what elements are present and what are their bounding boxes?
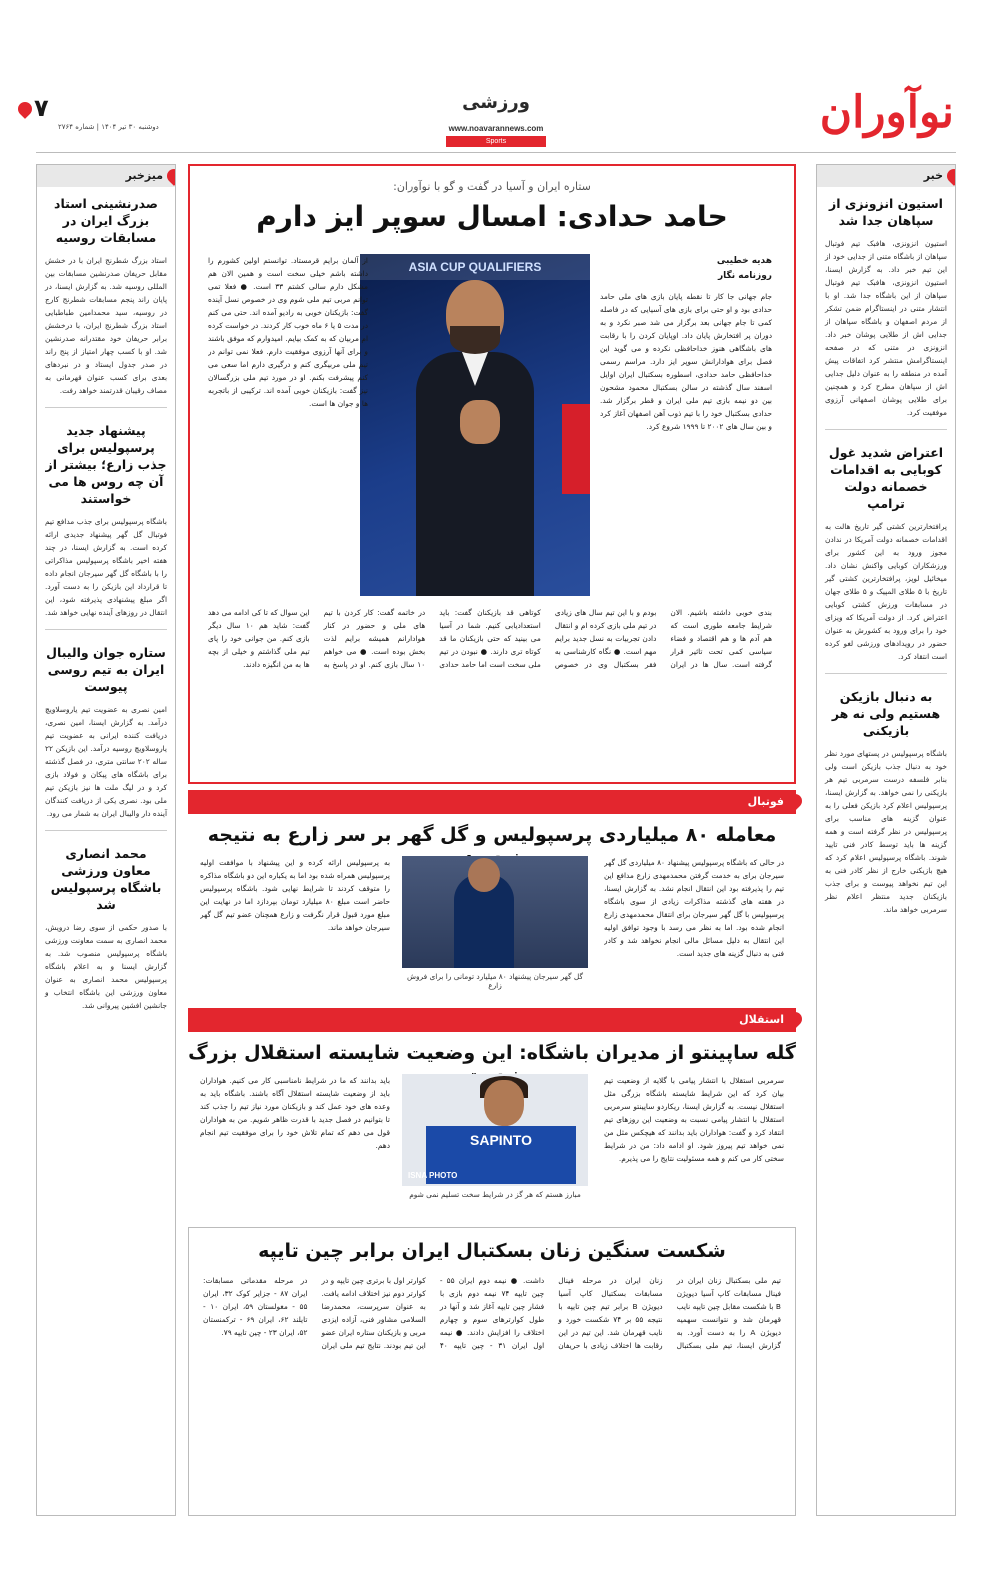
news-title[interactable]: صدرنشینی استاد بزرگ ایران در مسابقات روسیه	[54, 196, 158, 245]
football-headline[interactable]: معامله ۸۰ میلیاردی پرسپولیس و گل گهر بر سر زارع به نتیجه	[207, 824, 777, 846]
flag-shape	[562, 404, 590, 494]
photo-caption: مبارز هستم که هر گز در شرایط سخت تسلیم نمی شوم	[409, 1190, 581, 1199]
person-figure	[416, 280, 534, 596]
photo-caption: گل گهر سیرجان پیشنهاد ۸۰ میلیارد تومانی را برای فروش زارع	[406, 972, 584, 990]
divider	[45, 629, 167, 630]
feature-side-text: از آلمان برایم قرمستاد. توانستم اولین کشورم را داشته باشم خیلی سخت است و همین الان هم مشکل دارم سالی کشتم ۳۳ است. ● فعلا تمی توانم مربی تیم ملی شوم وی در خصوص نسل آینده گفت: بازیکنان خوبی به رادیو آمده اند. حتی می کنم در مدت ۵ یا ۶ ماه خوب کار کردند. در خواست کرده ام مربیان که به کمک بیایم. امیدوارم که موفق باشند و برای آنها آرزوی موفقیت دارم. فعلا نمی توانم در تیم ملی مربیگری کنم و درگیری دارم اما سعی می کنم پیشرفت بکنم. او در مورد تیم ملی بزرگسالان نیز گفت: بازیکنان خوبی آمده اند. ترکیبی از باتجربه ها و جوان ها است.	[208, 256, 368, 408]
esteghlal-section-header	[188, 1008, 796, 1032]
left-column-header-label: میزخبر	[125, 169, 163, 182]
sapinto-photo	[402, 1074, 588, 1186]
site-url[interactable]: www.noavarannews.com	[448, 124, 544, 133]
right-column-header	[817, 165, 955, 187]
news-title[interactable]: به دنبال بازیکن هستیم ولی نه هر بازیکنی	[831, 689, 941, 738]
news-title[interactable]: استیون انزونزی از سپاهان جدا شد	[829, 196, 943, 228]
masthead	[0, 0, 992, 160]
esteghlal-header-label: استقلال	[739, 1013, 784, 1026]
byline	[622, 254, 772, 284]
basketball-story	[188, 1227, 796, 1516]
zare-photo	[402, 856, 588, 968]
news-title[interactable]: اعتراض شدید غول کوبایی به اقدامات خصمانه دولت ترامپ	[828, 445, 944, 511]
esteghlal-headline[interactable]: گله ساپینتو از مدیران باشگاه: این وضعیت شایسته استقلال بزرگ	[188, 1042, 796, 1064]
news-item	[37, 636, 175, 824]
football-body-left: به پرسپولیس ارائه کرده و این پیشنهاد با موافقت اولیه پرسپولیس همراه شده بود اما به یکباره این دو باشگاه مذاکره را متوقف کردند تا شرایط نهایی شود. باشگاه پرسپولیس حاضر است مبلغ ۸۰ میلیارد تومان بپردازد اما در نهایت این مبلغ مورد قبول قرار نگرفت و زارع همچنان عضو تیم گل گهر سیرجان خواهد ماند.	[200, 858, 390, 932]
news-body: امین نصری به عضویت تیم یاروسلاویچ درآمد. به گزارش ایسنا، امین نصری، دریافت کننده ایرانی به عضویت تیم یاروسلاویچ روسیه درآمد. این بازیکن ۲۲ ساله ۲۰۲ سانتی متری، در فصل گذشته برای باشگاه های پیکان و فولاد بازی کرد و در لیگ ملت ها نیز بازیکن تیم ملی بود. نصری یکی از دریافت کنندگان آینده دار والیبال ایران به شمار می رود.	[45, 705, 167, 818]
player-head	[468, 858, 500, 892]
divider	[825, 673, 947, 674]
header-marker-icon	[785, 1009, 805, 1029]
hamed-haddadi-photo	[360, 254, 590, 596]
photo-agency-logo: ISNA PHOTO	[408, 1171, 458, 1180]
left-news-column	[36, 164, 176, 1516]
sports-tag: Sports	[446, 136, 546, 147]
news-body: پرافتخارترین کشتی گیر تاریخ هالت به اقدامات خصمانه دولت آمریکا در ندادن مجوز ورود به این کشور برای ورزشکاران کوبایی واکنش نشان داد. میخائیل لوپز، پرافتخارترین کشتی گیر تاریخ با ۵ طلای المپیک و ۵ طلای جهان در مسابقات ورزش کشتی کوبایی اعتراض کرد. از دولت آمریکا که ویزای خود را برای ورود به کشورش به عنوان حضور در رویدادهای ورزشی لغو کرده است انتقاد کرد.	[825, 522, 948, 661]
feature-headline[interactable]: حامد حدادی: امسال سوپر ایز دارم	[256, 200, 728, 233]
esteghlal-body-right: سرمربی استقلال با انتشار پیامی با گلایه از وضعیت تیم بیان کرد که این شرایط شایسته باشگاه بزرگی مثل استقلال نیست. به گزارش ایسنا، ریکاردو ساپینتو سرمربی استقلال با انتشار پیامی نسبت به وضعیت این روزهای تیم انتقاد کرد و گفت: هواداران باید بدانند که هیچکس مثل من نمی خواهد تیم پیروز شود. او ادامه داد: من در شرایط سختی کار می کنم و همه مسئولیت نتایج را می پذیرم.	[604, 1076, 784, 1163]
football-header-label: فوتبال	[747, 795, 784, 808]
person-head	[484, 1080, 524, 1126]
feature-body-text: بندی خوبی داشته باشیم. الان شرایط جامعه طوری است که هم آدم ها و هم اقتصاد و فضاء سیاسی کمی تحت تاثیر قرار گرفته است. سال ها در ایران بودم و با این تیم سال های زیادی در تیم ملی بازی کرده ام و انتقال دادن تجربیات به نسل جدید برایم مهم است. ● نگاه کارشناسی به فقر بسکتبال وی در خصوص کوتاهی قد بازیکنان گفت: باید استعدادیابی کنیم. شما در آسیا می بینید که حتی بازیکنان ما قد کوتاه تری دارند. ● نبودن در تیم ملی سخت است اما حامد حدادی در خاتمه گفت: کار کردن با تیم های ملی و حضور در کنار هوادارانم همیشه برایم لذت بخش بوده است. ● می خواهم ۱۰ سال بازی کنم. او در پاسخ به این سوال که تا کی ادامه می دهد گفت: شاید هم ۱۰ سال دیگر بازی کنم. من جوانی خود را پای تیم ملی گذاشتم و خیلی از بچه ها به من انگیزه دادند.	[208, 608, 772, 669]
divider	[45, 407, 167, 408]
news-item	[37, 187, 175, 401]
news-item	[37, 837, 175, 1016]
news-body: با صدور حکمی از سوی رضا درویش، محمد انصاری به سمت معاونت ورزشی باشگاه پرسپولیس منصوب شد. به گزارش ایسنا و به اعلام باشگاه پرسپولیس محمد انصاری به عنوان معاون ورزشی این باشگاه انتخاب و جانشین افشین پیروانی شد.	[45, 923, 167, 1010]
esteghlal-story	[188, 1008, 796, 1220]
jersey: SAPINTO	[426, 1126, 576, 1184]
news-body: استیون انزونزی، هافبک تیم فوتبال سپاهان از باشگاه متنی از جدایی خود از این تیم خبر داد. به گزارش ایسنا، استیون انزونزی، هافبک تیم فوتبال سپاهان از این باشگاه جدا شد. او با انتشار متنی در اینستاگرام ضمن تشکر از مردم اصفهان و باشگاه سپاهان از جدایی اش از طلایی پوشان خبر داد. انزونزی در متنی که در صفحه اینستاگرامش منتشر کرد اتفاقات پیش آمده در منطقه را به عنوان دلیل جدایی اش از سپاهان مطرح کرد و همچنین برای طلایی پوشان اصفهانی آرزوی موفقیت کرد.	[825, 239, 947, 417]
news-item	[817, 680, 955, 920]
news-title[interactable]: پیشنهاد جدید پرسپولیس برای جذب زارع؛ بیشتر از آن چه روس ها می خواستند	[45, 423, 167, 506]
football-body-right: در حالی که باشگاه پرسپولیس پیشنهاد ۸۰ میلیاردی گل گهر سیرجان برای به خدمت گرفتن محمدمهدی زارع مدافع این تیم را پذیرفته بود این انتقال انجام نشد. به گزارش ایسنا، در هفته های گذشته مذاکرات زیادی از سوی باشگاه پرسپولیس با گل گهر سیرجان برای انتقال محمدمهدی زارع انجام شده بود. اما به نظر می رسد با وجود توافق اولیه این انتقال به دلیل مسائل مالی انجام نخواهد شد و کادر فنی به دنبال گزینه های جدید است.	[604, 858, 784, 958]
esteghlal-body-left: باید بدانند که ما در شرایط نامناسبی کار می کنیم. هواداران باید از وضعیت شایسته استقلال آگاه باشند. باشگاه باید به وعده های خود عمل کند و بازیکنان مورد نیاز تیم را جذب کند تا بتوانیم در فصل جدید با قدرت ظاهر شویم. من به هواداران قول می دهم که تمام تلاش خود را برای موفقیت تیم انجام دهم.	[200, 1076, 390, 1150]
masthead-divider	[36, 152, 956, 153]
news-title[interactable]: محمد انصاری معاون ورزشی باشگاه پرسپولیس شد	[50, 846, 162, 912]
news-item	[817, 187, 955, 423]
news-item	[817, 436, 955, 667]
football-story	[188, 790, 796, 1000]
news-body: استاد بزرگ شطرنج ایران با در خشش مقابل حریفان صدرنشین مسابقات بین المللی روسیه شد. به گزارش ایسنا، در پایان راند پنجم مسابقات شطرنج کارج در روسیه، سید محمدامین طباطبایی استاد بزرگ شطرنج ایران، با درخشش برابر حریفان خود مقتدرانه صدرنشین شد. او با کسب چهار امتیاز از پنج راند در صدر جدول ایستاد و در نبردهای بعدی برای کسب عنوان قهرمانی به مصاف رقیبان قدرتمند خواهد رفت.	[45, 256, 167, 395]
divider	[825, 429, 947, 430]
photo-banner-text: ASIA CUP QUALIFIERS	[360, 254, 590, 280]
person-beard	[450, 326, 500, 354]
right-news-column	[816, 164, 956, 1516]
page-number: ۷	[34, 94, 49, 122]
section-title: ورزشی	[462, 92, 530, 113]
divider	[45, 830, 167, 831]
right-column-header-label: خبر	[923, 169, 943, 182]
football-section-header	[188, 790, 796, 814]
newspaper-logo[interactable]: نوآوران	[819, 87, 954, 138]
news-title[interactable]: ستاره جوان والیبال ایران به تیم روسی پیوست	[46, 645, 166, 694]
news-item	[37, 414, 175, 623]
news-body: باشگاه پرسپولیس برای جذب مدافع تیم فوتبال گل گهر پیشنهاد جدیدی ارائه کرده است. به گزارش ایسنا، در چند هفته اخیر باشگاه پرسپولیس مذاکراتی را با باشگاه گل گهر سیرجان انجام داده تا قرارداد این بازیکن را به دست آورد. اگر مبلغ پیشنهادی پذیرفته شود، این انتقال در روزهای آینده نهایی خواهد شد.	[45, 517, 167, 617]
byline-role: روزنامه نگار	[717, 271, 772, 281]
header-marker-icon	[164, 166, 176, 186]
header-marker-icon	[944, 166, 956, 186]
person-hand	[460, 400, 500, 444]
news-body: باشگاه پرسپولیس در پستهای مورد نظر خود به دنبال جذب بازیکن است ولی بنابر فلسفه درست سرمربی تیم هر بازیکنی را نمی خواهد. به گزارش ایسنا، پرسپولیس اعلام کرد بازیکن فعلی را به عنوان گزینه های مناسب برای پرسپولیس در نظر گرفته است و همه گزینه ها باید توسط کادر فنی تایید شوند. باشگاه پرسپولیس اعلام کرد که هیچ بازیکنی خارج از نظر کادر فنی به این تیم نخواهد پیوست و برای جذب بازیکنان جدید منتظر اعلام نظر سرمربی خواهد ماند.	[825, 749, 947, 914]
person-torso	[416, 352, 534, 596]
byline-name: هدیه خطیبی	[716, 256, 772, 266]
feature-lead-text: جام جهانی جا کار تا نقطه پایان بازی های ملی حامد حدادی بود و او حتی برای بازی های آسیایی که در فاصله کمی تا جام جهانی بعد برگزار می شد صبر نکرد و به دوران پر افتخارش پایان داد. اوپایان کردن را با رقابت های باشگاهی هنوز خداحافظی نکرده و می گوید این فصل برای هوادارانش سوپر ایز دارد. مراسم رسمی خداحافظی حامد حدادی، اسطوره بسکتبال ایران اوایل اسفند سال گذشته در سالن بسکتبال محمود مشحون بین دو نیمه بازی تیم ملی ایران و قطر برگزار شد. حدادی بسکتبال خود را با تیم ذوب آهن اصفهان آغاز کرد و بین سال های ۲۰۰۲ تا ۱۹۹۹ شروع کرد.	[600, 292, 772, 431]
header-marker-icon	[785, 791, 805, 811]
left-column-header	[37, 165, 175, 187]
basketball-body: تیم ملی بسکتبال زنان ایران در فینال مسابقات کاپ آسیا دیویژن B با شکست مقابل چین تایپه نایب قهرمان شد و نتوانست سهمیه دیویژن A را به دست آورد. به گزارش ایسنا، تیم ملی بسکتبال زنان ایران در مرحله فینال مسابقات بسکتبال کاپ آسیا دیویژن B برابر تیم چین تایپه با نتیجه ۵۵ بر ۷۴ شکست خورد و نایب قهرمان شد. این تیم در این رقابت ها اختلاف زیادی با حریفان داشت. ● نیمه دوم ایران ۵۵ - چین تایپه ۷۴ نیمه دوم بازی با فشار چین تایپه آغاز شد و آنها در طول کوارترهای سوم و چهارم اختلاف را افزایش دادند. ● نیمه اول ایران ۳۱ - چین تایپه ۴۰ کوارتر اول با برتری چین تایپه و در کوارتر دوم نیز اختلاف ادامه یافت. به عنوان سرپرست، محمدرضا السلامی مشاور فنی، آزاده ایزدی مربی و بازیکنان ستاره ایران عضو این تیم بودند. نتایج تیم ملی ایران در مرحله مقدماتی مسابقات: ایران ۸۷ - جزایر کوک ۳۲، ایران ۵۵ - مغولستان ۵۹، ایران ۱۰ - تایلند ۶۲، ایران ۶۹ - ترکمنستان ۵۲، ایران ۲۳ - چین تایپه ۷۹.	[203, 1276, 781, 1350]
feature-kicker: ستاره ایران و آسیا در گفت و گو با نوآوران:	[393, 180, 591, 193]
feature-interview	[188, 164, 796, 784]
issue-date: دوشنبه ۳۰ تیر ۱۴۰۴ | شماره ۲۷۶۴	[58, 123, 159, 131]
basketball-headline[interactable]: شکست سنگین زنان بسکتبال ایران برابر چین تایپه	[258, 1240, 726, 1262]
